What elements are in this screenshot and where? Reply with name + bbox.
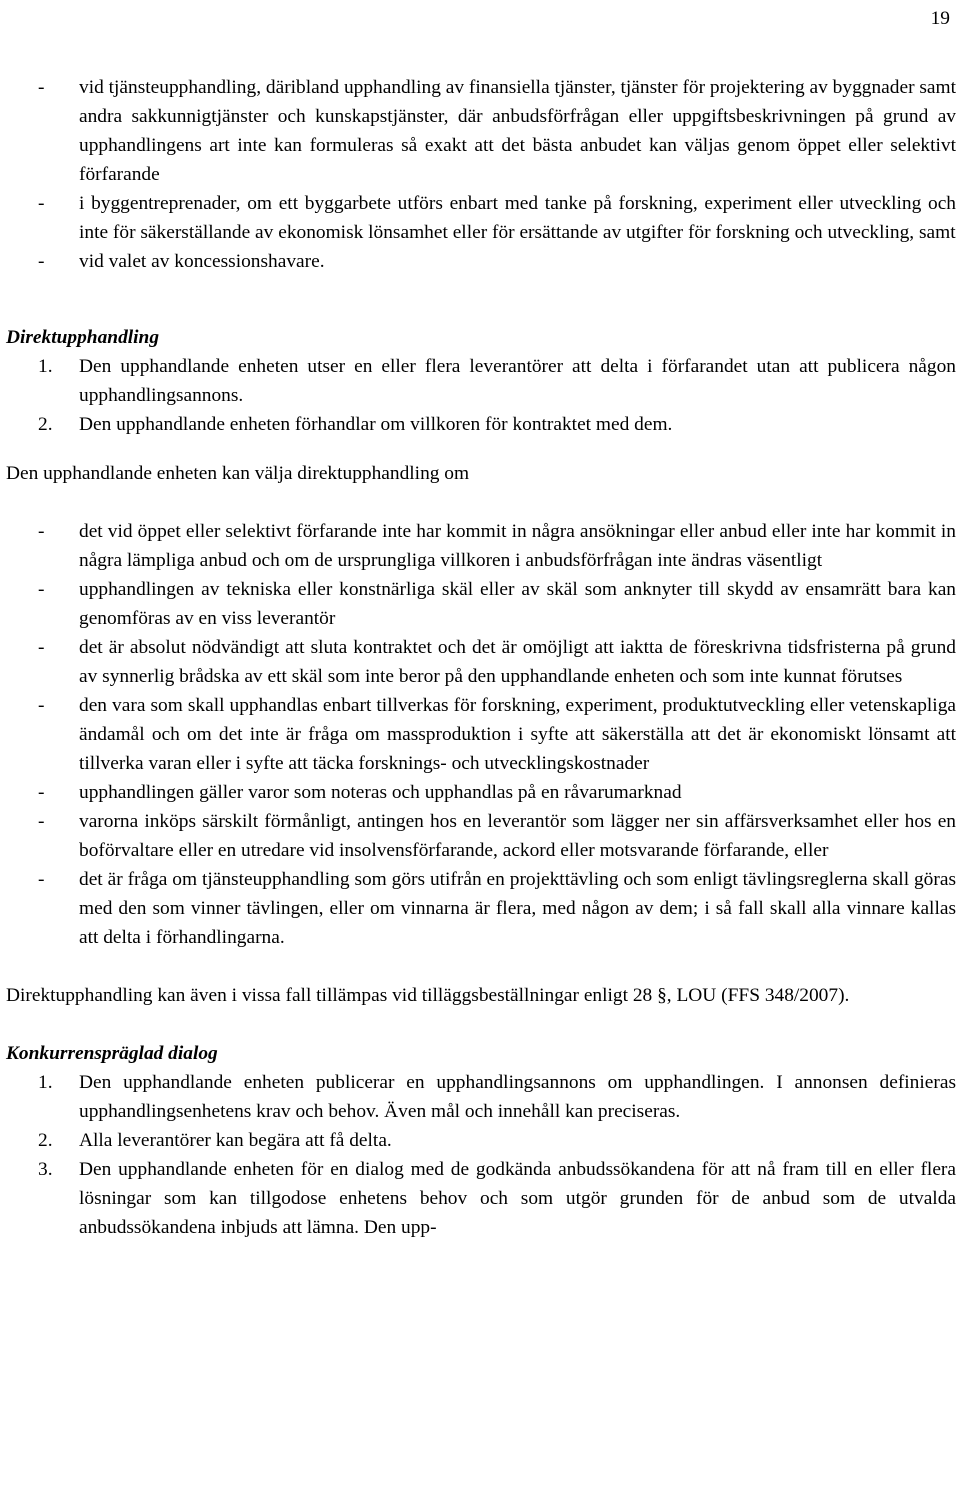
- page-number: 19: [930, 8, 950, 29]
- list-item: [6, 189, 956, 247]
- list-item: [6, 517, 956, 575]
- list-marker: -: [38, 811, 45, 832]
- list-item-text: Den upphandlande enheten utser en eller flera leverantörer att delta i förfarandet utan att publicera någon upphandlingsannons.: [79, 356, 956, 406]
- list-marker: -: [38, 869, 45, 890]
- list-item-text: Den upphandlande enheten förhandlar om villkoren för kontraktet med dem.: [79, 414, 673, 435]
- numbered-item: [6, 1155, 956, 1242]
- list-marker: -: [38, 782, 45, 803]
- list-item-text: det är fråga om tjänsteupphandling som görs utifrån en projekttävling och som enligt tävlingsreglerna skall göras med den som vinner tävlingen, eller om vinnarna är flera, med någon av dem; i så fall skall alla vinnare kallas att delta i förhandlingarna.: [79, 869, 956, 948]
- numbered-item: [6, 410, 956, 439]
- list-marker: -: [38, 193, 45, 214]
- direkt-conditions: [6, 517, 956, 952]
- list-item-text: Alla leverantörer kan begära att få delta.: [79, 1130, 392, 1151]
- numbered-item: [6, 1068, 956, 1126]
- paragraph-extra: Direktupphandling kan även i vissa fall tillämpas vid tilläggsbeställningar enligt 28 §, LOU (FFS 348/2007).: [6, 985, 850, 1006]
- list-item: [6, 575, 956, 633]
- list-marker: 1.: [38, 356, 53, 377]
- list-item: [6, 73, 956, 189]
- konkurrens-steps: [6, 1068, 956, 1242]
- section-heading-konkurrenspraglad-dialog: Konkurrenspräglad dialog: [6, 1043, 218, 1064]
- list-item: [6, 691, 956, 778]
- list-marker: 3.: [38, 1159, 53, 1180]
- paragraph-intro: Den upphandlande enheten kan välja direktupphandling om: [6, 463, 470, 484]
- numbered-item: [6, 352, 956, 410]
- list-item-text: det vid öppet eller selektivt förfarande inte har kommit in några ansökningar eller anbud eller inte har kommit in några lämpliga anbud och om de ursprungliga villkoren i anbudsförfrågan inte ändras väsentligt: [79, 521, 956, 571]
- list-item-text: vid valet av koncessionshavare.: [79, 251, 325, 272]
- section-heading-direktupphandling: Direktupphandling: [6, 327, 160, 348]
- document-body: [6, 73, 956, 1242]
- list-item-text: upphandlingen gäller varor som noteras och upphandlas på en råvarumarknad: [79, 782, 682, 803]
- list-item: [6, 633, 956, 691]
- list-item-text: i byggentreprenader, om ett byggarbete utförs enbart med tanke på forskning, experiment eller utveckling och inte för säkerställande av ekonomisk lönsamhet eller för ersättande av utgifter för forskning och utveckling, samt: [79, 193, 956, 243]
- list-marker: 1.: [38, 1072, 53, 1093]
- top-list: [6, 73, 956, 276]
- list-marker: -: [38, 579, 45, 600]
- list-item: [6, 865, 956, 952]
- list-marker: -: [38, 77, 45, 98]
- list-item: [6, 778, 956, 807]
- list-item-text: den vara som skall upphandlas enbart tillverkas för forskning, experiment, produktutveckling eller vetenskapliga ändamål och om det inte är fråga om massproduktion i syfte att säkerställa att det är ekonomiskt lönsamt att tillverka varan eller i syfte att täcka forsknings- och utvecklingskostnader: [79, 695, 956, 774]
- list-marker: -: [38, 251, 45, 272]
- list-item-text: upphandlingen av tekniska eller konstnärliga skäl eller av skäl som anknyter till skydd av ensamrätt bara kan genomföras av en viss leverantör: [79, 579, 956, 629]
- list-item: [6, 247, 956, 276]
- list-item: [6, 807, 956, 865]
- list-item-text: det är absolut nödvändigt att sluta kontraktet och det är omöjligt att iaktta de föreskrivna tidsfristerna på grund av synnerlig brådska av ett skäl som inte beror på den upphandlande enheten och som inte kunnat förutses: [79, 637, 956, 687]
- list-marker: 2.: [38, 414, 53, 435]
- list-item-text: Den upphandlande enheten publicerar en upphandlingsannons om upphandlingen. I annonsen definieras upphandlingsenhetens krav och behov. Även mål och innehåll kan preciseras.: [79, 1072, 956, 1122]
- list-item-text: varorna inköps särskilt förmånligt, antingen hos en leverantör som lägger ner sin affärsverksamhet eller hos en boförvaltare eller en utredare vid insolvensförfarande, ackord eller motsvarande förfarande, eller: [79, 811, 956, 861]
- list-marker: -: [38, 637, 45, 658]
- numbered-item: [6, 1126, 956, 1155]
- list-marker: -: [38, 521, 45, 542]
- direkt-steps: [6, 352, 956, 439]
- list-marker: -: [38, 695, 45, 716]
- list-item-text: Den upphandlande enheten för en dialog med de godkända anbudssökandena för att nå fram till en eller flera lösningar som kan tillgodose enhetens behov och som utgör grunden för de anbud som de utvalda anbudssökandena inbjuds att lämna. Den upp-: [79, 1159, 956, 1238]
- list-item-text: vid tjänsteupphandling, däribland upphandling av finansiella tjänster, tjänster för projektering av byggnader samt andra sakkunnigtjänster och kunskapstjänster, där anbudsförfrågan eller uppgiftsbeskrivningen på grund av upphandlingens art inte kan formuleras så exakt att det bästa anbudet kan väljas genom öppet eller selektivt förfarande: [79, 77, 956, 185]
- list-marker: 2.: [38, 1130, 53, 1151]
